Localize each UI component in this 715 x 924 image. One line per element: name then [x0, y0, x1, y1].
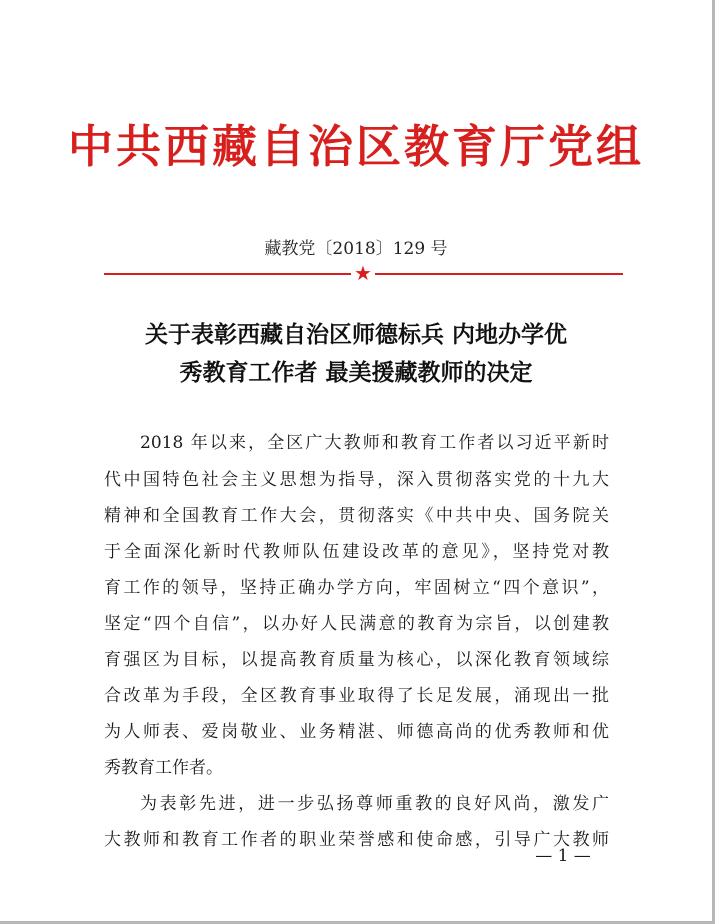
document-title-line-2: 秀教育工作者 最美援藏教师的决定: [179, 359, 533, 386]
document-number: 藏教党〔2018〕129 号: [264, 239, 448, 259]
body-text-line: 合改革为手段，全区教育事业取得了长足发展，涌现出一批: [104, 686, 609, 706]
red-divider-left: [104, 273, 351, 275]
page-number: — 1 —: [535, 846, 591, 866]
body-text-line: 精神和全国教育工作大会，贯彻落实《中共中央、国务院关: [104, 506, 609, 526]
body-text-line: 秀教育工作者。: [104, 758, 223, 778]
body-text-line: 育工作的领导，坚持正确办学方向，牢固树立“四个意识”，: [104, 578, 609, 598]
body-text-line: 为人师表、爱岗敬业、业务精湛、师德高尚的优秀教师和优: [104, 722, 609, 742]
body-text-line: 育强区为目标，以提高教育质量为核心，以深化教育领域综: [104, 650, 609, 670]
body-text-line: 坚定“四个自信”，以办好人民满意的教育为宗旨，以创建教: [104, 614, 609, 634]
red-star-icon: ★: [354, 261, 372, 285]
issuing-organization-header: 中共西藏自治区教育厅党组: [67, 120, 644, 173]
body-text-line: 代中国特色社会主义思想为指导，深入贯彻落实党的十九大: [104, 470, 609, 490]
body-text-line: 为表彰先进，进一步弘扬尊师重教的良好风尚，激发广: [140, 794, 609, 814]
body-text-line: 于全面深化新时代教师队伍建设改革的意见》，坚持党对教: [104, 542, 609, 562]
red-divider-right: [375, 273, 623, 275]
document-title-line-1: 关于表彰西藏自治区师德标兵 内地办学优: [144, 321, 567, 348]
body-text-line: 大教师和教育工作者的职业荣誉感和使命感，引导广大教师: [104, 830, 609, 850]
body-text-line: 2018 年以来，全区广大教师和教育工作者以习近平新时: [140, 433, 609, 453]
